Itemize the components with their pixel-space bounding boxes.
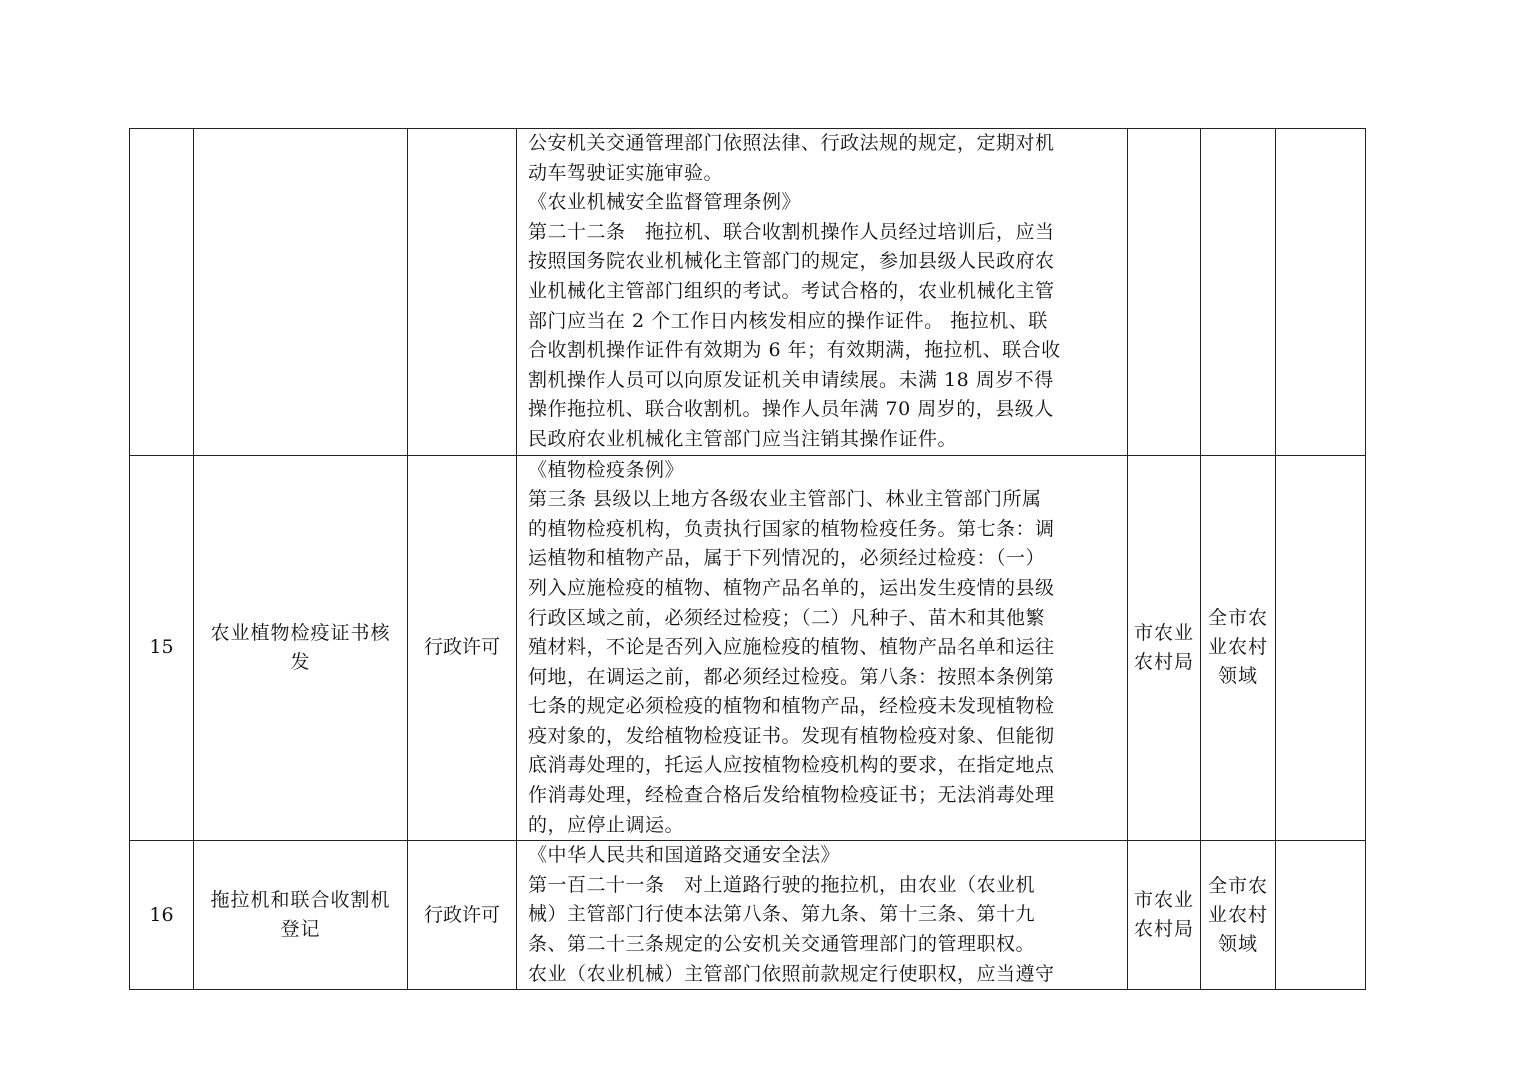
row-number — [130, 129, 194, 456]
basis-line: 第二十二条 拖拉机、联合收割机操作人员经过培训后，应当 — [528, 220, 1055, 243]
table-row — [130, 455, 1366, 841]
basis-line: 《农业机械安全监督管理条例》 — [528, 191, 802, 214]
item-type: 行政许可 — [408, 455, 517, 841]
legal-basis — [517, 455, 1128, 841]
basis-line: 按照国务院农业机械化主管部门的规定，参加县级人民政府农 — [528, 250, 1055, 273]
permit-table — [129, 128, 1366, 990]
row-number: 15 — [130, 455, 194, 841]
basis-line: 何地，在调运之前，都必须经过检疫。第八条：按照本条例第 — [528, 665, 1055, 688]
basis-line: 业机械化主管部门组织的考试。考试合格的，农业机械化主管 — [528, 279, 1055, 302]
basis-line: 七条的规定必须检疫的植物和植物产品，经检疫未发现植物检 — [528, 695, 1055, 718]
jurisdiction-scope: 全市农业农村领域 — [1201, 841, 1276, 990]
basis-line: 操作拖拉机、联合收割机。操作人员年满 70 周岁的，县级人 — [528, 398, 1054, 421]
remark — [1276, 455, 1366, 841]
legal-basis — [517, 841, 1128, 990]
item-type: 行政许可 — [408, 841, 517, 990]
legal-basis — [517, 129, 1128, 456]
basis-line: 的，应停止调运。 — [528, 813, 685, 836]
basis-line: 底消毒处理的，托运人应按植物检疫机构的要求，在指定地点 — [528, 754, 1055, 777]
basis-line: 《中华人民共和国道路交通安全法》 — [528, 844, 841, 867]
jurisdiction-scope: 全市农业农村领域 — [1201, 455, 1276, 841]
responsible-department: 市农业农村局 — [1128, 841, 1201, 990]
responsible-department — [1128, 129, 1201, 456]
item-name: 农业植物检疫证书核发 — [194, 455, 408, 841]
basis-line: 疫对象的，发给植物检疫证书。发现有植物检疫对象、但能彻 — [528, 724, 1055, 747]
basis-line: 部门应当在 2 个工作日内核发相应的操作证件。 拖拉机、联 — [528, 309, 1048, 332]
responsible-department: 市农业农村局 — [1128, 455, 1201, 841]
item-name: 拖拉机和联合收割机登记 — [194, 841, 408, 990]
item-type — [408, 129, 517, 456]
table-row — [130, 841, 1366, 990]
basis-line: 农业（农业机械）主管部门依照前款规定行使职权，应当遵守 — [528, 962, 1055, 985]
basis-line: 械）主管部门行使本法第八条、第九条、第十三条、第十九 — [528, 903, 1036, 926]
basis-line: 列入应施检疫的植物、植物产品名单的，运出发生疫情的县级 — [528, 576, 1055, 599]
basis-line: 民政府农业机械化主管部门应当注销其操作证件。 — [528, 427, 958, 450]
basis-line: 割机操作人员可以向原发证机关申请续展。未满 18 周岁不得 — [528, 368, 1054, 391]
basis-line: 行政区域之前，必须经过检疫；（二）凡种子、苗木和其他繁 — [528, 606, 1046, 629]
item-name — [194, 129, 408, 456]
basis-line: 第一百二十一条 对上道路行驶的拖拉机，由农业（农业机 — [528, 873, 1036, 896]
basis-line: 条、第二十三条规定的公安机关交通管理部门的管理职权。 — [528, 933, 1036, 956]
row-number: 16 — [130, 841, 194, 990]
basis-line: 动车驾驶证实施审验。 — [528, 161, 724, 184]
remark — [1276, 841, 1366, 990]
basis-line: 作消毒处理，经检查合格后发给植物检疫证书；无法消毒处理 — [528, 784, 1055, 807]
jurisdiction-scope — [1201, 129, 1276, 456]
basis-line: 合收割机操作证件有效期为 6 年；有效期满，拖拉机、联合收 — [528, 339, 1061, 362]
basis-line: 第三条 县级以上地方各级农业主管部门、林业主管部门所属 — [528, 488, 1042, 511]
table-row — [130, 129, 1366, 456]
remark — [1276, 129, 1366, 456]
basis-line: 运植物和植物产品，属于下列情况的，必须经过检疫：（一） — [528, 547, 1046, 570]
basis-line: 《植物检疫条例》 — [528, 458, 685, 481]
basis-line: 的植物检疫机构，负责执行国家的植物检疫任务。第七条：调 — [528, 517, 1055, 540]
basis-line: 殖材料，不论是否列入应施检疫的植物、植物产品名单和运往 — [528, 636, 1055, 659]
basis-line: 公安机关交通管理部门依照法律、行政法规的规定，定期对机 — [528, 132, 1055, 154]
